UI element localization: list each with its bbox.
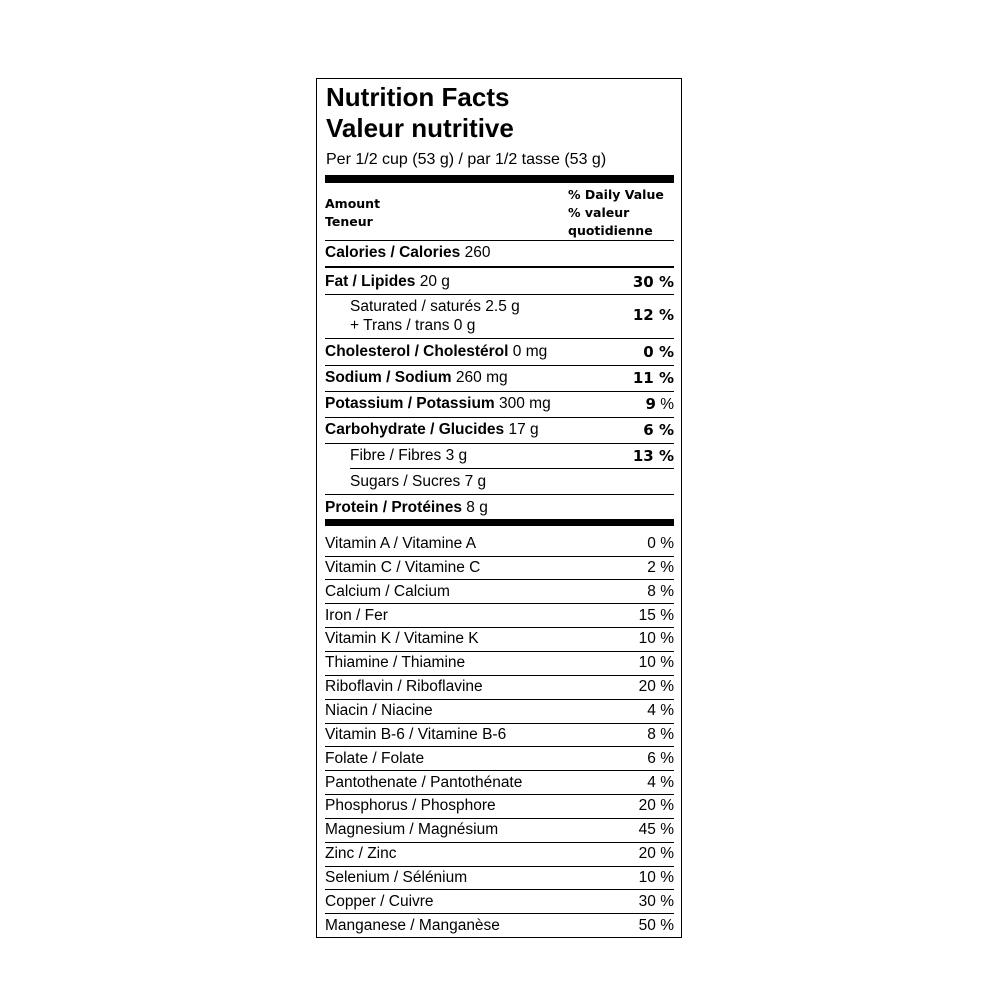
vitamin-dv: 20 %: [638, 678, 674, 696]
divider-thick-top: [325, 175, 674, 183]
vitamin-dv: 50 %: [638, 916, 674, 934]
divider: [350, 468, 674, 469]
cholesterol-label-group: [325, 340, 547, 364]
carbohydrate-label-group: [325, 418, 539, 442]
vitamin-row: [325, 723, 674, 747]
potassium-amount: 300 mg: [499, 395, 551, 412]
potassium-dv: [645, 392, 674, 417]
vitamin-row: [325, 532, 674, 556]
vitamin-dv: 20 %: [638, 797, 674, 815]
carbohydrate-amount: 17 g: [508, 421, 539, 438]
sodium-dv: 11 %: [632, 369, 674, 387]
vitamin-name: Pantothenate / Pantothénate: [325, 773, 523, 791]
vitamin-dv: 8 %: [647, 725, 674, 743]
header-valeur: % valeur: [568, 205, 630, 220]
vitamin-row: [325, 842, 674, 866]
vitamin-name: Manganese / Manganèse: [325, 916, 500, 934]
vitamin-dv: 10 %: [638, 654, 674, 672]
calories-label: Calories / Calories: [325, 244, 461, 261]
cholesterol-row: [325, 340, 674, 364]
vitamin-row: [325, 866, 674, 890]
divider-thick-vitamins: [325, 519, 674, 526]
calories-row: [325, 241, 674, 265]
divider: [325, 266, 674, 268]
vitamin-name: Calcium / Calcium: [325, 582, 450, 600]
potassium-dv-unit: %: [660, 396, 674, 413]
divider: [325, 494, 674, 495]
vitamin-dv: 10 %: [638, 630, 674, 648]
carbohydrate-dv: 6 %: [643, 421, 674, 439]
vitamin-row: [325, 818, 674, 842]
potassium-label-group: [325, 392, 551, 416]
saturated-label: Saturated / saturés 2.5 g: [350, 298, 520, 315]
header-daily-value: % Daily Value: [568, 187, 664, 202]
vitamin-dv: 4 %: [647, 773, 674, 791]
vitamin-dv: 45 %: [638, 821, 674, 839]
title-english: Nutrition Facts: [326, 82, 510, 112]
vitamin-dv: 30 %: [638, 892, 674, 910]
fat-row: [325, 270, 674, 294]
vitamin-name: Niacin / Niacine: [325, 702, 433, 719]
fibre-dv: 13 %: [632, 447, 674, 465]
carbohydrate-row: [325, 418, 674, 442]
protein-row: [325, 496, 674, 520]
vitamin-row: [325, 794, 674, 818]
vitamin-row: [325, 890, 674, 914]
header-quotidienne: quotidienne: [568, 223, 653, 238]
fat-amount: 20 g: [419, 273, 450, 290]
vitamin-row: [325, 556, 674, 580]
vitamin-name: Riboflavin / Riboflavine: [325, 678, 483, 696]
vitamin-dv: 15 %: [638, 606, 674, 624]
sugars-label: Sugars / Sucres 7 g: [350, 473, 487, 490]
vitamin-row: [325, 747, 674, 771]
vitamin-name: Vitamin B-6 / Vitamine B-6: [325, 725, 507, 743]
vitamin-row: [325, 627, 674, 651]
protein-amount: 8 g: [466, 499, 488, 516]
sodium-row: [325, 366, 674, 390]
fibre-label: Fibre / Fibres 3 g: [350, 447, 468, 464]
vitamin-name: Vitamin C / Vitamine C: [325, 558, 481, 576]
cholesterol-amount: 0 mg: [512, 343, 548, 360]
cholesterol-label: Cholesterol / Cholestérol: [325, 343, 509, 360]
vitamin-name: Magnesium / Magnésium: [325, 821, 499, 839]
vitamin-dv: 4 %: [647, 702, 674, 719]
vitamin-dv: 20 %: [638, 845, 674, 862]
fibre-row: [325, 444, 674, 468]
calories-label-group: [325, 241, 490, 265]
sodium-label-group: [325, 366, 508, 390]
cholesterol-dv: 0 %: [643, 343, 674, 361]
vitamin-name: Copper / Cuivre: [325, 892, 434, 910]
header-amount: Amount: [325, 196, 381, 211]
vitamin-row: [325, 771, 674, 795]
protein-label-group: [325, 496, 488, 520]
trans-label: + Trans / trans 0 g: [350, 317, 476, 334]
calories-value: 260: [464, 244, 491, 261]
vitamin-row: [325, 914, 674, 938]
serving-size: Per 1/2 cup (53 g) / par 1/2 tasse (53 g): [326, 151, 607, 168]
vitamin-name: Selenium / Sélénium: [325, 868, 468, 886]
vitamin-name: Zinc / Zinc: [325, 845, 397, 862]
potassium-label: Potassium / Potassium: [325, 395, 495, 412]
divider: [325, 338, 674, 339]
vitamin-dv: 6 %: [647, 749, 674, 767]
vitamin-dv: 0 %: [647, 535, 674, 552]
header-teneur: Teneur: [325, 214, 373, 229]
carbohydrate-label: Carbohydrate / Glucides: [325, 421, 505, 438]
vitamin-row: [325, 604, 674, 628]
sugars-row: [325, 470, 674, 494]
vitamin-name: Folate / Folate: [325, 749, 425, 767]
sodium-amount: 260 mg: [455, 369, 508, 386]
nutrition-facts-label: [316, 78, 682, 938]
vitamin-name: Phosphorus / Phosphore: [325, 797, 496, 815]
vitamin-name: Vitamin K / Vitamine K: [325, 630, 479, 648]
title-french: Valeur nutritive: [326, 113, 514, 143]
vitamin-row: [325, 651, 674, 675]
vitamin-dv: 10 %: [638, 868, 674, 886]
vitamin-row: [325, 580, 674, 604]
vitamin-name: Iron / Fer: [325, 606, 388, 624]
fat-label-group: [325, 270, 450, 294]
sodium-label: Sodium / Sodium: [325, 369, 452, 386]
fat-dv: 30 %: [632, 273, 674, 291]
saturated-trans-row: [325, 295, 674, 337]
protein-label: Protein / Protéines: [325, 499, 462, 516]
saturated-dv: 12 %: [632, 306, 674, 324]
fat-label: Fat / Lipides: [325, 273, 416, 290]
potassium-dv-number: 9: [645, 395, 656, 413]
vitamin-dv: 8 %: [647, 582, 674, 600]
vitamin-row: [325, 675, 674, 699]
vitamin-name: Thiamine / Thiamine: [325, 654, 466, 672]
potassium-row: [325, 392, 674, 416]
vitamin-row: [325, 699, 674, 723]
vitamin-name: Vitamin A / Vitamine A: [325, 535, 477, 552]
vitamin-dv: 2 %: [647, 558, 674, 576]
